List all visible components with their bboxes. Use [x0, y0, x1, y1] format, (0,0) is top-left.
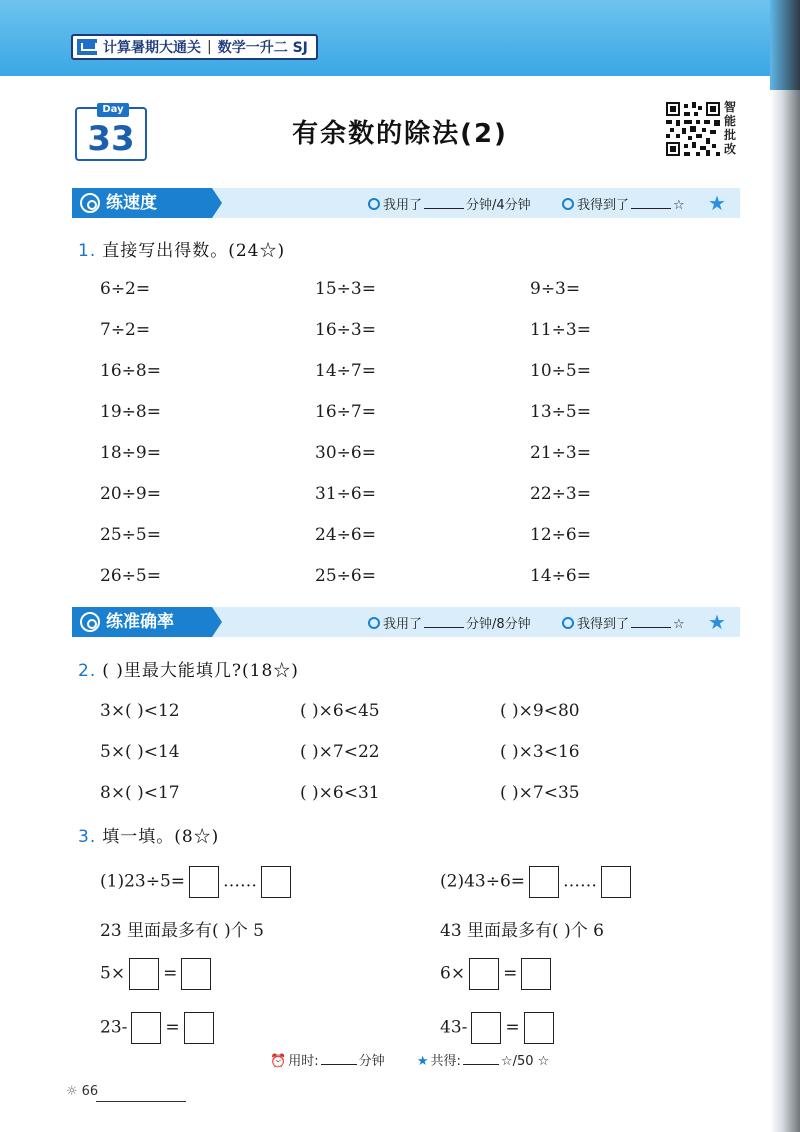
answer-box[interactable] — [601, 866, 631, 898]
remainder-dots: …… — [563, 871, 598, 892]
q2-item[interactable]: 8×( )<17 — [100, 782, 180, 803]
q1-item[interactable]: 15÷3= — [315, 278, 376, 299]
star-icon: ★ — [416, 1054, 429, 1069]
q3-left-most[interactable]: 23 里面最多有( )个 5 — [100, 921, 264, 941]
clock-icon — [368, 617, 380, 629]
answer-box[interactable] — [521, 958, 551, 990]
q1-item[interactable]: 11÷3= — [530, 319, 591, 340]
equals: = — [165, 1017, 180, 1038]
star-icon: ★ — [708, 191, 726, 215]
day-number: 33 — [87, 119, 135, 159]
q1-item[interactable]: 25÷6= — [315, 565, 376, 586]
qr-label-char: 智 — [724, 100, 737, 114]
q3-right-multiply — [440, 958, 555, 990]
qr-label-char: 能 — [724, 114, 737, 128]
answer-box[interactable] — [529, 866, 559, 898]
time-blank[interactable] — [424, 616, 464, 628]
q2-item[interactable]: ( )×6<31 — [300, 782, 380, 803]
q2-item[interactable]: ( )×3<16 — [500, 741, 580, 762]
day-label: Day — [97, 103, 129, 117]
time-used — [368, 613, 531, 632]
answer-box[interactable] — [261, 866, 291, 898]
q1-item[interactable]: 21÷3= — [530, 442, 591, 463]
time-suffix: 分钟/4分钟 — [466, 198, 531, 213]
q1-item[interactable]: 20÷9= — [100, 483, 161, 504]
q1-item[interactable]: 10÷5= — [530, 360, 591, 381]
q3-right-sub: 43- — [440, 1017, 468, 1038]
star-icon: ★ — [708, 610, 726, 634]
qr-label-char: 改 — [724, 142, 737, 156]
q2-row — [100, 772, 700, 813]
qr-code-icon[interactable] — [666, 102, 720, 156]
footer-total-label: 共得: — [430, 1054, 461, 1069]
q1-item[interactable]: 18÷9= — [100, 442, 161, 463]
q3-right-subtract — [440, 1012, 558, 1044]
q1-row — [100, 350, 660, 391]
q1-item[interactable]: 26÷5= — [100, 565, 161, 586]
page-number — [66, 1084, 98, 1099]
q3-heading — [78, 822, 219, 847]
q3-right-expr: (2)43÷6= — [440, 871, 526, 892]
q1-item[interactable]: 16÷7= — [315, 401, 376, 422]
q3-left-division — [100, 866, 295, 898]
page-number-text: 66 — [81, 1084, 99, 1099]
remainder-dots: …… — [223, 871, 258, 892]
qr-label-char: 批 — [724, 128, 737, 142]
page-number-underline — [96, 1101, 186, 1102]
page-edge-shadow — [770, 0, 800, 1132]
q2-heading — [78, 656, 299, 681]
q1-grid — [100, 268, 660, 596]
section-title-text: 练速度 — [106, 193, 157, 213]
section-speed-bar — [72, 188, 740, 218]
check-icon — [562, 617, 574, 629]
q1-item[interactable]: 30÷6= — [315, 442, 376, 463]
q1-text: 直接写出得数。(24☆) — [102, 241, 286, 261]
section-accuracy-title — [72, 607, 212, 637]
section-speed-title — [72, 188, 212, 218]
q1-row — [100, 432, 660, 473]
q1-item[interactable]: 9÷3= — [530, 278, 581, 299]
section-tab-tail — [212, 188, 222, 218]
q1-item[interactable]: 14÷6= — [530, 565, 591, 586]
footer-time-unit: 分钟 — [358, 1054, 385, 1069]
q3-text: 填一填。(8☆) — [102, 827, 220, 847]
q2-number: 2. — [78, 661, 97, 681]
q1-item[interactable]: 22÷3= — [530, 483, 591, 504]
q1-item[interactable]: 12÷6= — [530, 524, 591, 545]
alarm-clock-icon: ⏰ — [270, 1054, 287, 1069]
q1-number: 1. — [78, 241, 97, 261]
footer-total-blank[interactable] — [463, 1054, 499, 1065]
day-calendar — [75, 104, 147, 161]
score-got — [562, 194, 685, 213]
q3-number: 3. — [78, 827, 97, 847]
footer-time-blank[interactable] — [321, 1054, 357, 1065]
time-blank[interactable] — [424, 197, 464, 209]
answer-box[interactable] — [469, 958, 499, 990]
answer-box[interactable] — [471, 1012, 501, 1044]
time-used — [368, 194, 531, 213]
grade-label: 数学一升二 SJ — [217, 40, 308, 56]
q1-row — [100, 473, 660, 514]
equals: = — [505, 1017, 520, 1038]
footer-summary — [270, 1050, 549, 1069]
qr-label — [724, 100, 738, 156]
answer-box[interactable] — [181, 958, 211, 990]
score-blank[interactable] — [631, 616, 671, 628]
equals: = — [503, 963, 518, 984]
book-icon — [77, 39, 97, 55]
q2-grid — [100, 690, 700, 813]
clock-icon — [368, 198, 380, 210]
q1-item[interactable]: 24÷6= — [315, 524, 376, 545]
book-badge — [71, 34, 318, 60]
book-title: 计算暑期大通关 — [103, 40, 201, 56]
stopwatch-icon — [80, 193, 100, 213]
score-prefix: 我得到了 — [577, 617, 630, 632]
q1-row — [100, 514, 660, 555]
q1-item[interactable]: 14÷7= — [315, 360, 376, 381]
time-prefix: 我用了 — [383, 617, 423, 632]
score-suffix: ☆ — [673, 617, 685, 632]
q3-left-subtract — [100, 1012, 218, 1044]
q1-heading — [78, 236, 285, 261]
q1-item[interactable]: 7÷2= — [100, 319, 151, 340]
q1-item[interactable]: 25÷5= — [100, 524, 161, 545]
q3-right-mul: 6× — [440, 963, 466, 984]
page-title: 有余数的除法(2) — [292, 119, 508, 149]
q3-right-most[interactable]: 43 里面最多有( )个 6 — [440, 921, 604, 941]
answer-box[interactable] — [131, 1012, 161, 1044]
q1-row — [100, 391, 660, 432]
footer-total-suffix: ☆/50 ☆ — [500, 1054, 550, 1069]
time-prefix: 我用了 — [383, 198, 423, 213]
q1-item[interactable]: 16÷8= — [100, 360, 161, 381]
score-got — [562, 613, 685, 632]
q1-item[interactable]: 16÷3= — [315, 319, 376, 340]
q3-left-expr: (1)23÷5= — [100, 871, 186, 892]
q2-text: ( )里最大能填几?(18☆) — [102, 661, 299, 681]
q3-left-multiply — [100, 958, 215, 990]
time-suffix: 分钟/8分钟 — [466, 617, 531, 632]
section-tab-tail — [212, 607, 222, 637]
q3-right-division — [440, 866, 635, 898]
sun-icon: ☼ — [66, 1084, 78, 1099]
q2-item[interactable]: 5×( )<14 — [100, 741, 180, 762]
q3-left-sub: 23- — [100, 1017, 128, 1038]
answer-box[interactable] — [524, 1012, 554, 1044]
q2-row — [100, 731, 700, 772]
badge-separator: | — [207, 39, 212, 55]
q1-item[interactable]: 6÷2= — [100, 278, 151, 299]
score-prefix: 我得到了 — [577, 198, 630, 213]
q2-item[interactable]: ( )×7<35 — [500, 782, 580, 803]
page-edge-top — [770, 0, 800, 90]
answer-box[interactable] — [189, 866, 219, 898]
q1-item[interactable]: 19÷8= — [100, 401, 161, 422]
q2-item[interactable]: ( )×7<22 — [300, 741, 380, 762]
score-suffix: ☆ — [673, 198, 685, 213]
q1-row — [100, 555, 660, 596]
target-icon — [80, 612, 100, 632]
q1-item[interactable]: 31÷6= — [315, 483, 376, 504]
equals: = — [163, 963, 178, 984]
score-blank[interactable] — [631, 197, 671, 209]
check-icon — [562, 198, 574, 210]
q2-item[interactable]: ( )×9<80 — [500, 700, 580, 721]
section-accuracy-bar — [72, 607, 740, 637]
q2-row — [100, 690, 700, 731]
q1-item[interactable]: 13÷5= — [530, 401, 591, 422]
q1-row — [100, 268, 660, 309]
q3-left-mul: 5× — [100, 963, 126, 984]
footer-time-label: 用时: — [288, 1054, 319, 1069]
q2-item[interactable]: ( )×6<45 — [300, 700, 380, 721]
answer-box[interactable] — [129, 958, 159, 990]
section-title-text: 练准确率 — [106, 612, 174, 632]
q1-row — [100, 309, 660, 350]
q2-item[interactable]: 3×( )<12 — [100, 700, 180, 721]
answer-box[interactable] — [184, 1012, 214, 1044]
